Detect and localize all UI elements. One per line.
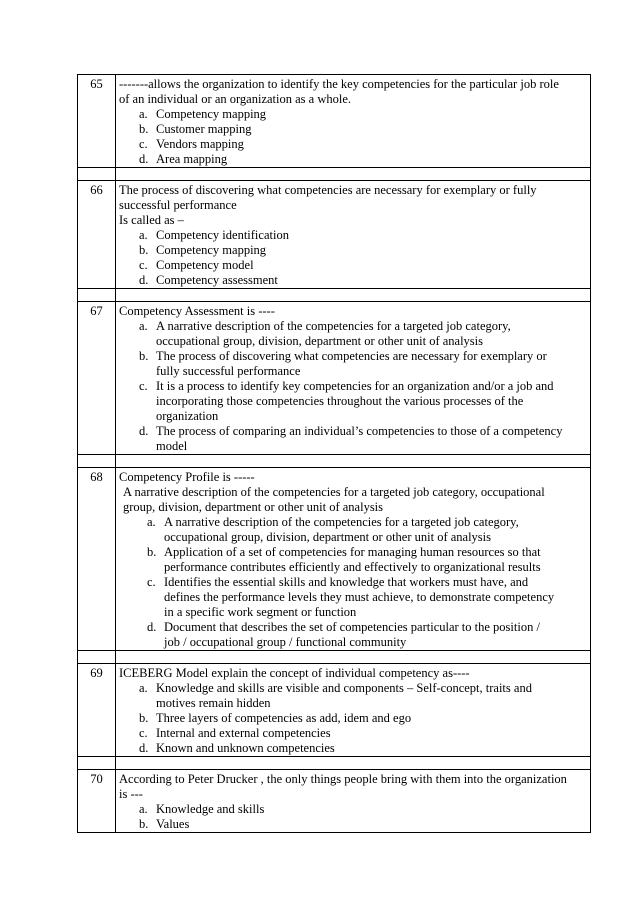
- option-text: Area mapping: [156, 152, 228, 166]
- answer-options: [119, 515, 584, 650]
- question-row: [78, 181, 591, 289]
- question-row: [78, 75, 591, 168]
- option-text-line: A narrative description of the competencies for a targeted job category,: [156, 319, 511, 333]
- answer-option: [119, 273, 584, 288]
- spacer-cell: [78, 455, 116, 468]
- question-stem-line: According to Peter Drucker , the only things people bring with them into the organization: [119, 772, 567, 786]
- spacer-row: [78, 168, 591, 181]
- option-letter: b.: [139, 349, 149, 363]
- option-text-line: model: [156, 439, 188, 453]
- spacer-cell: [78, 757, 116, 770]
- spacer-cell: [116, 455, 591, 468]
- option-letter: d.: [147, 620, 157, 634]
- option-text-line: job / occupational group / functional community: [164, 635, 407, 649]
- question-stem-line: ICEBERG Model explain the concept of individual competency as----: [119, 666, 470, 680]
- answer-option: [119, 726, 584, 741]
- answer-option: [119, 515, 584, 545]
- question-body: [116, 181, 591, 289]
- answer-option: [119, 137, 584, 152]
- option-text: Competency mapping: [156, 107, 267, 121]
- spacer-cell: [116, 651, 591, 664]
- option-text: Competency mapping: [156, 243, 267, 257]
- question-body: [116, 468, 591, 651]
- answer-options: [119, 228, 584, 288]
- answer-option: [119, 258, 584, 273]
- option-text-line: defines the performance levels they must achieve, to demonstrate competency: [164, 590, 555, 604]
- spacer-row: [78, 289, 591, 302]
- answer-option: [119, 817, 584, 832]
- answer-option: [119, 379, 584, 424]
- answer-option: [119, 152, 584, 167]
- option-text-line: organization: [156, 409, 219, 423]
- spacer-cell: [78, 651, 116, 664]
- option-letter: d.: [139, 152, 149, 166]
- option-letter: d.: [139, 741, 149, 755]
- answer-option: [119, 228, 584, 243]
- question-body: [116, 302, 591, 455]
- option-letter: a.: [139, 681, 148, 695]
- option-text: Values: [156, 817, 190, 831]
- answer-option: [119, 802, 584, 817]
- question-body: [116, 770, 591, 833]
- option-text: Vendors mapping: [156, 137, 244, 151]
- answer-option: [119, 424, 584, 454]
- option-text-line: It is a process to identify key competencies for an organization and/or a job and: [156, 379, 554, 393]
- option-letter: a.: [139, 802, 148, 816]
- option-letter: a.: [139, 107, 148, 121]
- answer-option: [119, 349, 584, 379]
- question-number: 65: [78, 75, 116, 168]
- option-letter: a.: [139, 228, 148, 242]
- option-text-line: motives remain hidden: [156, 696, 271, 710]
- question-number: 68: [78, 468, 116, 651]
- question-stem-line: is ---: [119, 787, 143, 801]
- spacer-cell: [78, 168, 116, 181]
- option-letter: c.: [139, 258, 148, 272]
- option-text-line: occupational group, division, department or other unit of analysis: [164, 530, 492, 544]
- spacer-cell: [78, 289, 116, 302]
- spacer-row: [78, 757, 591, 770]
- option-text-line: Document that describes the set of competencies particular to the position /: [164, 620, 540, 634]
- option-text-line: Identifies the essential skills and knowledge that workers must have, and: [164, 575, 529, 589]
- question-stem-line: of an individual or an organization as a whole.: [119, 92, 351, 106]
- option-letter: b.: [139, 711, 149, 725]
- answer-option: [119, 545, 584, 575]
- answer-option: [119, 741, 584, 756]
- question-row: [78, 302, 591, 455]
- option-text: Known and unknown competencies: [156, 741, 335, 755]
- option-letter: a.: [147, 515, 156, 529]
- option-text-line: performance contributes efficiently and effectively to organizational results: [164, 560, 541, 574]
- option-text: Competency assessment: [156, 273, 278, 287]
- option-text: Competency model: [156, 258, 254, 272]
- spacer-cell: [116, 168, 591, 181]
- option-text-line: Knowledge and skills are visible and components – Self-concept, traits and: [156, 681, 532, 695]
- option-text-line: The process of discovering what competencies are necessary for exemplary or: [156, 349, 547, 363]
- answer-option: [119, 122, 584, 137]
- question-row: [78, 770, 591, 833]
- option-letter: d.: [139, 424, 149, 438]
- question-intro-line: group, division, department or other unit of analysis: [123, 500, 384, 514]
- option-text-line: incorporating those competencies throughout the various processes of the: [156, 394, 524, 408]
- answer-options: [119, 802, 584, 832]
- question-stem-line: Competency Profile is -----: [119, 470, 255, 484]
- question-number: 70: [78, 770, 116, 833]
- option-letter: b.: [139, 817, 149, 831]
- option-text-line: Application of a set of competencies for managing human resources so that: [164, 545, 541, 559]
- option-text-line: The process of comparing an individual’s competencies to those of a competency: [156, 424, 563, 438]
- answer-options: [119, 107, 584, 167]
- question-table-body: [78, 75, 591, 833]
- question-table: [77, 74, 591, 833]
- option-text: Knowledge and skills: [156, 802, 265, 816]
- option-letter: d.: [139, 273, 149, 287]
- option-text: Internal and external competencies: [156, 726, 331, 740]
- answer-options: [119, 681, 584, 756]
- spacer-cell: [116, 757, 591, 770]
- question-stem-line: -------allows the organization to identify the key competencies for the particular job role: [119, 77, 559, 91]
- answer-option: [119, 711, 584, 726]
- option-letter: c.: [147, 575, 156, 589]
- option-text: Customer mapping: [156, 122, 252, 136]
- option-letter: c.: [139, 137, 148, 151]
- question-number: 66: [78, 181, 116, 289]
- option-letter: b.: [139, 243, 149, 257]
- question-body: [116, 664, 591, 757]
- question-stem-line: The process of discovering what competencies are necessary for exemplary or fully: [119, 183, 537, 197]
- answer-option: [119, 107, 584, 122]
- spacer-cell: [116, 289, 591, 302]
- answer-option: [119, 319, 584, 349]
- answer-option: [119, 575, 584, 620]
- question-intro-line: A narrative description of the competencies for a targeted job category, occupational: [123, 485, 545, 499]
- question-body: [116, 75, 591, 168]
- option-text-line: A narrative description of the competencies for a targeted job category,: [164, 515, 519, 529]
- option-letter: c.: [139, 726, 148, 740]
- option-text-line: in a specific work segment or function: [164, 605, 357, 619]
- option-letter: b.: [139, 122, 149, 136]
- option-letter: b.: [147, 545, 157, 559]
- spacer-row: [78, 651, 591, 664]
- question-stem-line: Competency Assessment is ----: [119, 304, 275, 318]
- option-text-line: fully successful performance: [156, 364, 301, 378]
- question-number: 67: [78, 302, 116, 455]
- option-letter: c.: [139, 379, 148, 393]
- answer-option: [119, 620, 584, 650]
- spacer-row: [78, 455, 591, 468]
- question-row: [78, 664, 591, 757]
- option-text: Competency identification: [156, 228, 289, 242]
- answer-option: [119, 681, 584, 711]
- question-row: [78, 468, 591, 651]
- option-text: Three layers of competencies as add, idem and ego: [156, 711, 412, 725]
- question-number: 69: [78, 664, 116, 757]
- question-stem-line: Is called as –: [119, 213, 184, 227]
- option-text-line: occupational group, division, department or other unit of analysis: [156, 334, 484, 348]
- answer-option: [119, 243, 584, 258]
- question-stem-line: successful performance: [119, 198, 237, 212]
- option-letter: a.: [139, 319, 148, 333]
- answer-options: [119, 319, 584, 454]
